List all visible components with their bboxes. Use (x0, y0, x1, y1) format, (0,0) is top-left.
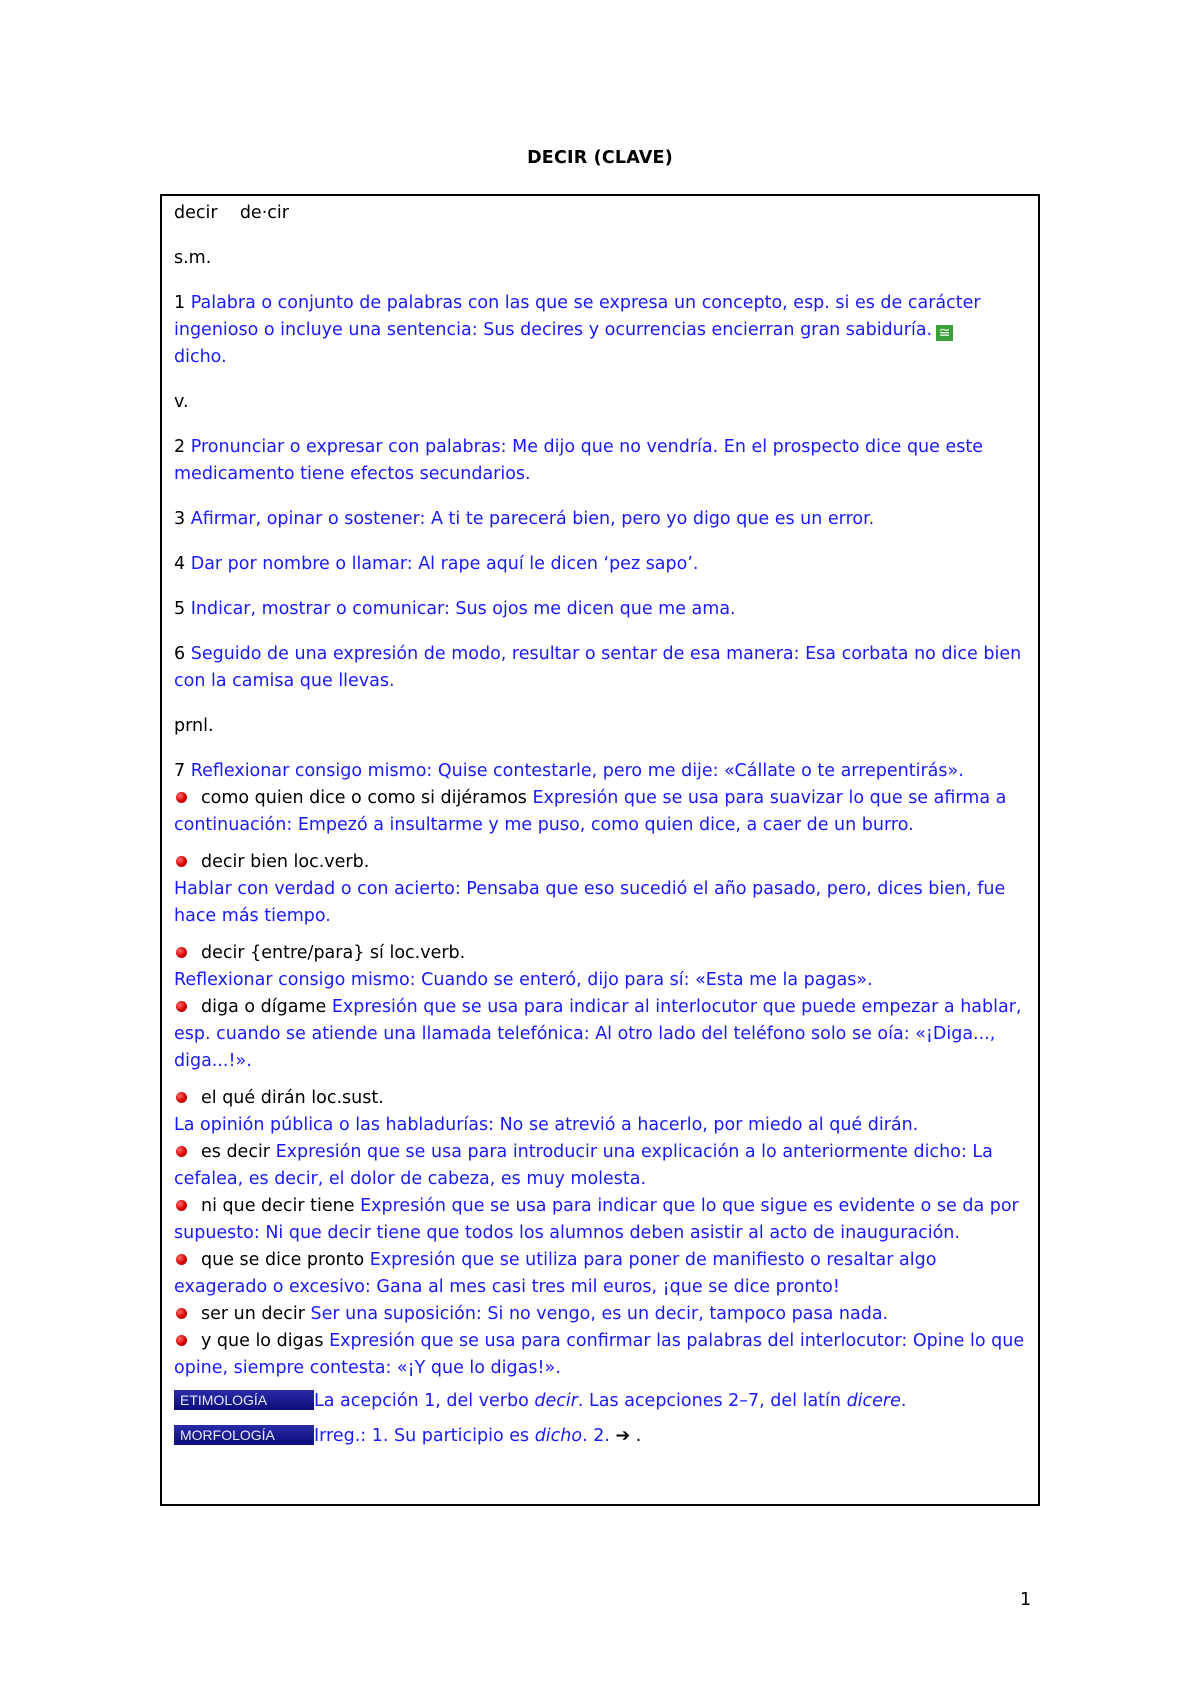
bullet-icon (176, 1335, 187, 1346)
phrase-item: decir {entre/para} sí loc.verb. Reflexionar consigo mismo: Cuando se enteró, dijo para sí: «Esta me la pagas». (174, 943, 873, 990)
phrase-item: como quien dice o como si dijéramos Expresión que se usa para suavizar lo que se afirma a continuación: Empezó a insultarme y me puso, como quien dice, a caer de un burro. (174, 788, 1007, 835)
pos-label-noun: s.m. (174, 248, 212, 268)
sense-3: 3 Afirmar, opinar o sostener: A ti te parecerá bien, pero yo digo que es un error. (174, 509, 875, 529)
morphology-tag: MORFOLOGÍA (174, 1425, 314, 1445)
synonym: dicho. (174, 347, 227, 367)
phrase-head: diga o dígame (201, 997, 327, 1017)
phrase-gram: loc.verb. (389, 943, 466, 963)
phrase-item: ni que decir tiene Expresión que se usa para indicar que lo que sigue es evidente o se da por supuesto: Ni que decir tiene que todos los alumnos deben asistir al acto de inauguración. (174, 1196, 1019, 1243)
bullet-icon (176, 1308, 187, 1319)
phrase-gram: loc.verb. (293, 852, 370, 872)
phrase-item: decir bien loc.verb. Hablar con verdad o con acierto: Pensaba que eso sucedió el año pasado, pero, dices bien, fue hace más tiempo. (174, 852, 1006, 926)
phrase-head: que se dice pronto (201, 1250, 365, 1270)
bullet-icon (176, 1254, 187, 1265)
headword-line (174, 200, 1028, 227)
sense-4: 4 Dar por nombre o llamar: Al rape aquí le dicen ‘pez sapo’. (174, 554, 699, 574)
etymology-line: ETIMOLOGÍA La acepción 1, del verbo decir. Las acepciones 2–7, del latín dicere. (174, 1388, 1028, 1415)
phrase-head: decir bien (201, 852, 288, 872)
sense-2: 2 Pronunciar o expresar con palabras: Me dijo que no vendría. En el prospecto dice que este medicamento tiene efectos secundarios. (174, 437, 983, 484)
headword: decir (174, 203, 218, 223)
sense-7: 7 Reflexionar consigo mismo: Quise contestarle, pero me dije: «Cállate o te arrepentirás». (174, 761, 964, 781)
bullet-icon (176, 947, 187, 958)
bullet-icon (176, 1200, 187, 1211)
phrase-head: el qué dirán (201, 1088, 306, 1108)
entry-box (160, 194, 1040, 1506)
phrase-item: ser un decir Ser una suposición: Si no vengo, es un decir, tampoco pasa nada. (174, 1301, 1028, 1328)
pos-label-verb: v. (174, 392, 189, 412)
phrase-item: el qué dirán loc.sust. La opinión pública o las habladurías: No se atrevió a hacerlo, por miedo al qué dirán. (174, 1088, 919, 1135)
phrase-item: es decir Expresión que se usa para introducir una explicación a lo anteriormente dicho: La cefalea, es decir, el dolor de cabeza, es muy molesta. (174, 1142, 993, 1189)
page-title: DECIR (CLAVE) (527, 148, 673, 168)
page-number: 1 (1020, 1590, 1032, 1610)
phrase-item: que se dice pronto Expresión que se utiliza para poner de manifiesto o resaltar algo exagerado o excesivo: Gana al mes casi tres mil euros, ¡que se dice pronto! (174, 1250, 937, 1297)
phrase-head: decir {entre/para} sí (201, 943, 384, 963)
phrase-head: ni que decir tiene (201, 1196, 355, 1216)
sense-1: 1 Palabra o conjunto de palabras con las que se expresa un concepto, esp. si es de carácter ingenioso o incluye una sentencia: Sus decires y ocurrencias encierran gran sabiduría. ≅ dicho. (174, 293, 981, 367)
phrase-gram: loc.sust. (311, 1088, 384, 1108)
sense-6: 6 Seguido de una expresión de modo, resultar o sentar de esa manera: Esa corbata no dice bien con la camisa que llevas. (174, 644, 1022, 691)
morphology-line: MORFOLOGÍA Irreg.: 1. Su participio es dicho. 2. ➔ . (174, 1423, 1028, 1450)
bullet-icon (176, 1001, 187, 1012)
sense-5: 5 Indicar, mostrar o comunicar: Sus ojos me dicen que me ama. (174, 599, 736, 619)
phrase-head: como quien dice o como si dijéramos (201, 788, 527, 808)
pos-label-prnl: prnl. (174, 716, 214, 736)
phrase-item: diga o dígame Expresión que se usa para indicar al interlocutor que puede empezar a hablar, esp. cuando se atiende una llamada telefónica: Al otro lado del teléfono solo se oía: «¡Diga..., diga...!». (174, 997, 1022, 1071)
arrow-icon: ➔ (615, 1426, 631, 1446)
phrase-head: es decir (201, 1142, 271, 1162)
bullet-icon (176, 856, 187, 867)
bullet-icon (176, 1146, 187, 1157)
synonym-icon: ≅ (936, 325, 953, 341)
bullet-icon (176, 1092, 187, 1103)
phrase-head: y que lo digas (201, 1331, 324, 1351)
phrase-head: ser un decir (201, 1304, 305, 1324)
phrase-item: y que lo digas Expresión que se usa para confirmar las palabras del interlocutor: Opine lo que opine, siempre contesta: «¡Y que lo digas!». (174, 1331, 1025, 1378)
syllabification: de·cir (239, 203, 289, 223)
bullet-icon (176, 792, 187, 803)
etymology-tag: ETIMOLOGÍA (174, 1390, 314, 1410)
